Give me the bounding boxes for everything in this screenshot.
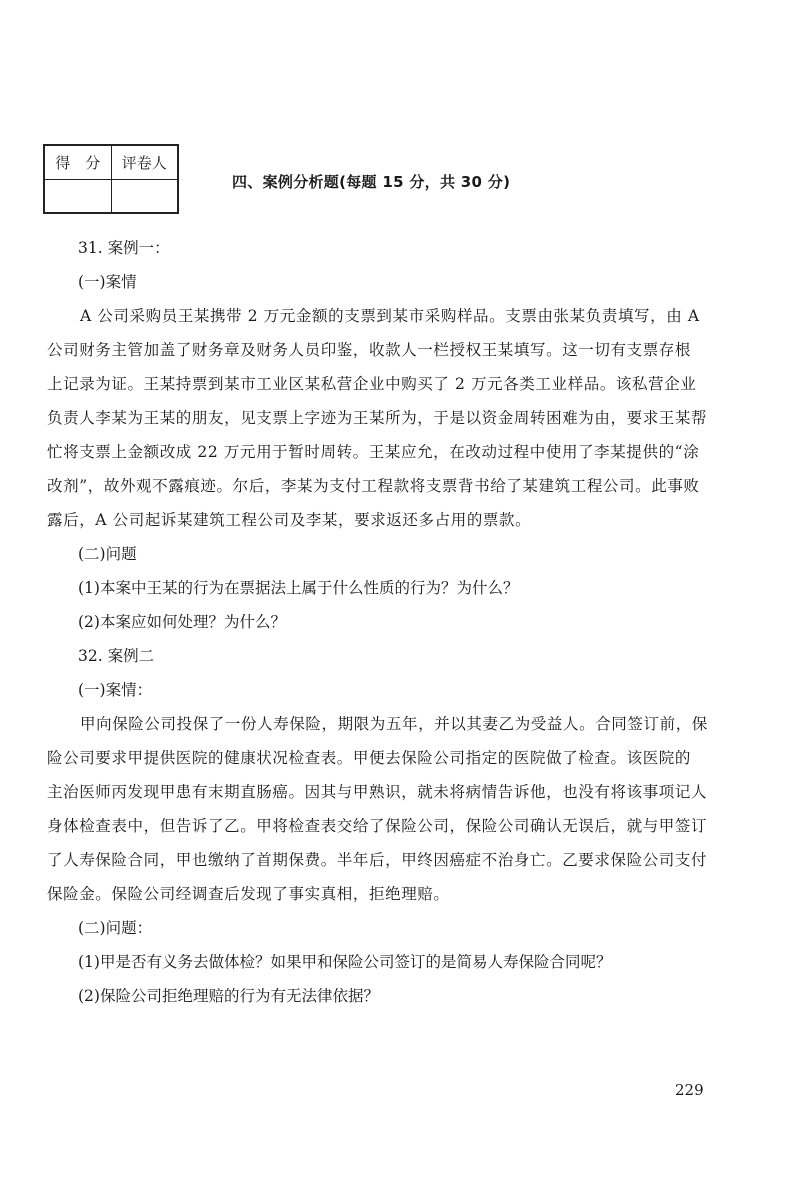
score-box [43,144,179,214]
case1-facts-heading: (一)案情 [78,273,137,291]
score-label: 得 分 [44,145,111,179]
case2-facts-line: 险公司要求甲提供医院的健康状况检查表。甲便去保险公司指定的医院做了检查。该医院的 [47,749,692,767]
case2-facts-line: 主治医师丙发现甲患有末期直肠癌。因其与甲熟识，就未将病情告诉他，也没有将该事项记人 [47,783,708,801]
case1-facts-line: 露后，A 公司起诉某建筑工程公司及李某，要求返还多占用的票款。 [47,511,532,529]
case2-facts-line: 保险金。保险公司经调查后发现了事实真相，拒绝理赔。 [47,885,450,903]
case1-facts-line: 负责人李某为王某的朋友，见支票上字迹为王某所为，于是以资金周转困难为由，要求王某帮 [47,409,708,427]
case2-facts-heading: (一)案情： [78,681,153,699]
score-cell [44,179,111,213]
case2-facts-line: 甲向保险公司投保了一份人寿保险，期限为五年，并以其妻乙为受益人。合同签订前，保 [80,715,708,733]
case2-facts-line: 身体检查表中，但告诉了乙。甲将检查表交给了保险公司，保险公司确认无误后，就与甲签订 [47,817,708,835]
grader-cell [111,179,178,213]
case2-heading: 32. 案例二 [78,647,155,665]
case2-questions-heading: (二)问题： [78,919,153,937]
case1-facts-line: 忙将支票上金额改成 22 万元用于暂时周转。王某应允，在改动过程中使用了李某提供的“涂 [47,443,700,461]
case2-question: (1)甲是否有义务去做体检？如果甲和保险公司签订的是简易人寿保险合同呢？ [78,953,612,971]
page-number: 229 [675,1081,704,1099]
case1-facts-line: 改剂”，故外观不露痕迹。尔后，李某为支付工程款将支票背书给了某建筑工程公司。此事败 [47,477,700,495]
case1-questions-heading: (二)问题 [78,545,137,563]
grader-label: 评卷人 [111,145,178,179]
case1-facts-line: 上记录为证。王某持票到某市工业区某私营企业中购买了 2 万元各类工业样品。该私营企业 [47,375,697,393]
case1-facts-line: A 公司采购员王某携带 2 万元金额的支票到某市采购样品。支票由张某负责填写，由 A [80,307,700,325]
case1-heading: 31. 案例一： [78,239,170,257]
section-title: 四、案例分析题(每题 15 分，共 30 分) [232,173,511,191]
case2-question: (2)保险公司拒绝理赔的行为有无法律依据？ [78,987,379,1005]
case1-facts-line: 公司财务主管加盖了财务章及财务人员印鉴，收款人一栏授权王某填写。这一切有支票存根 [47,341,692,359]
case1-question: (1)本案中王某的行为在票据法上属于什么性质的行为？为什么？ [78,579,519,597]
case1-question: (2)本案应如何处理？为什么？ [78,613,286,631]
case2-facts-line: 了人寿保险合同，甲也缴纳了首期保费。半年后，甲终因癌症不治身亡。乙要求保险公司支付 [47,851,708,869]
